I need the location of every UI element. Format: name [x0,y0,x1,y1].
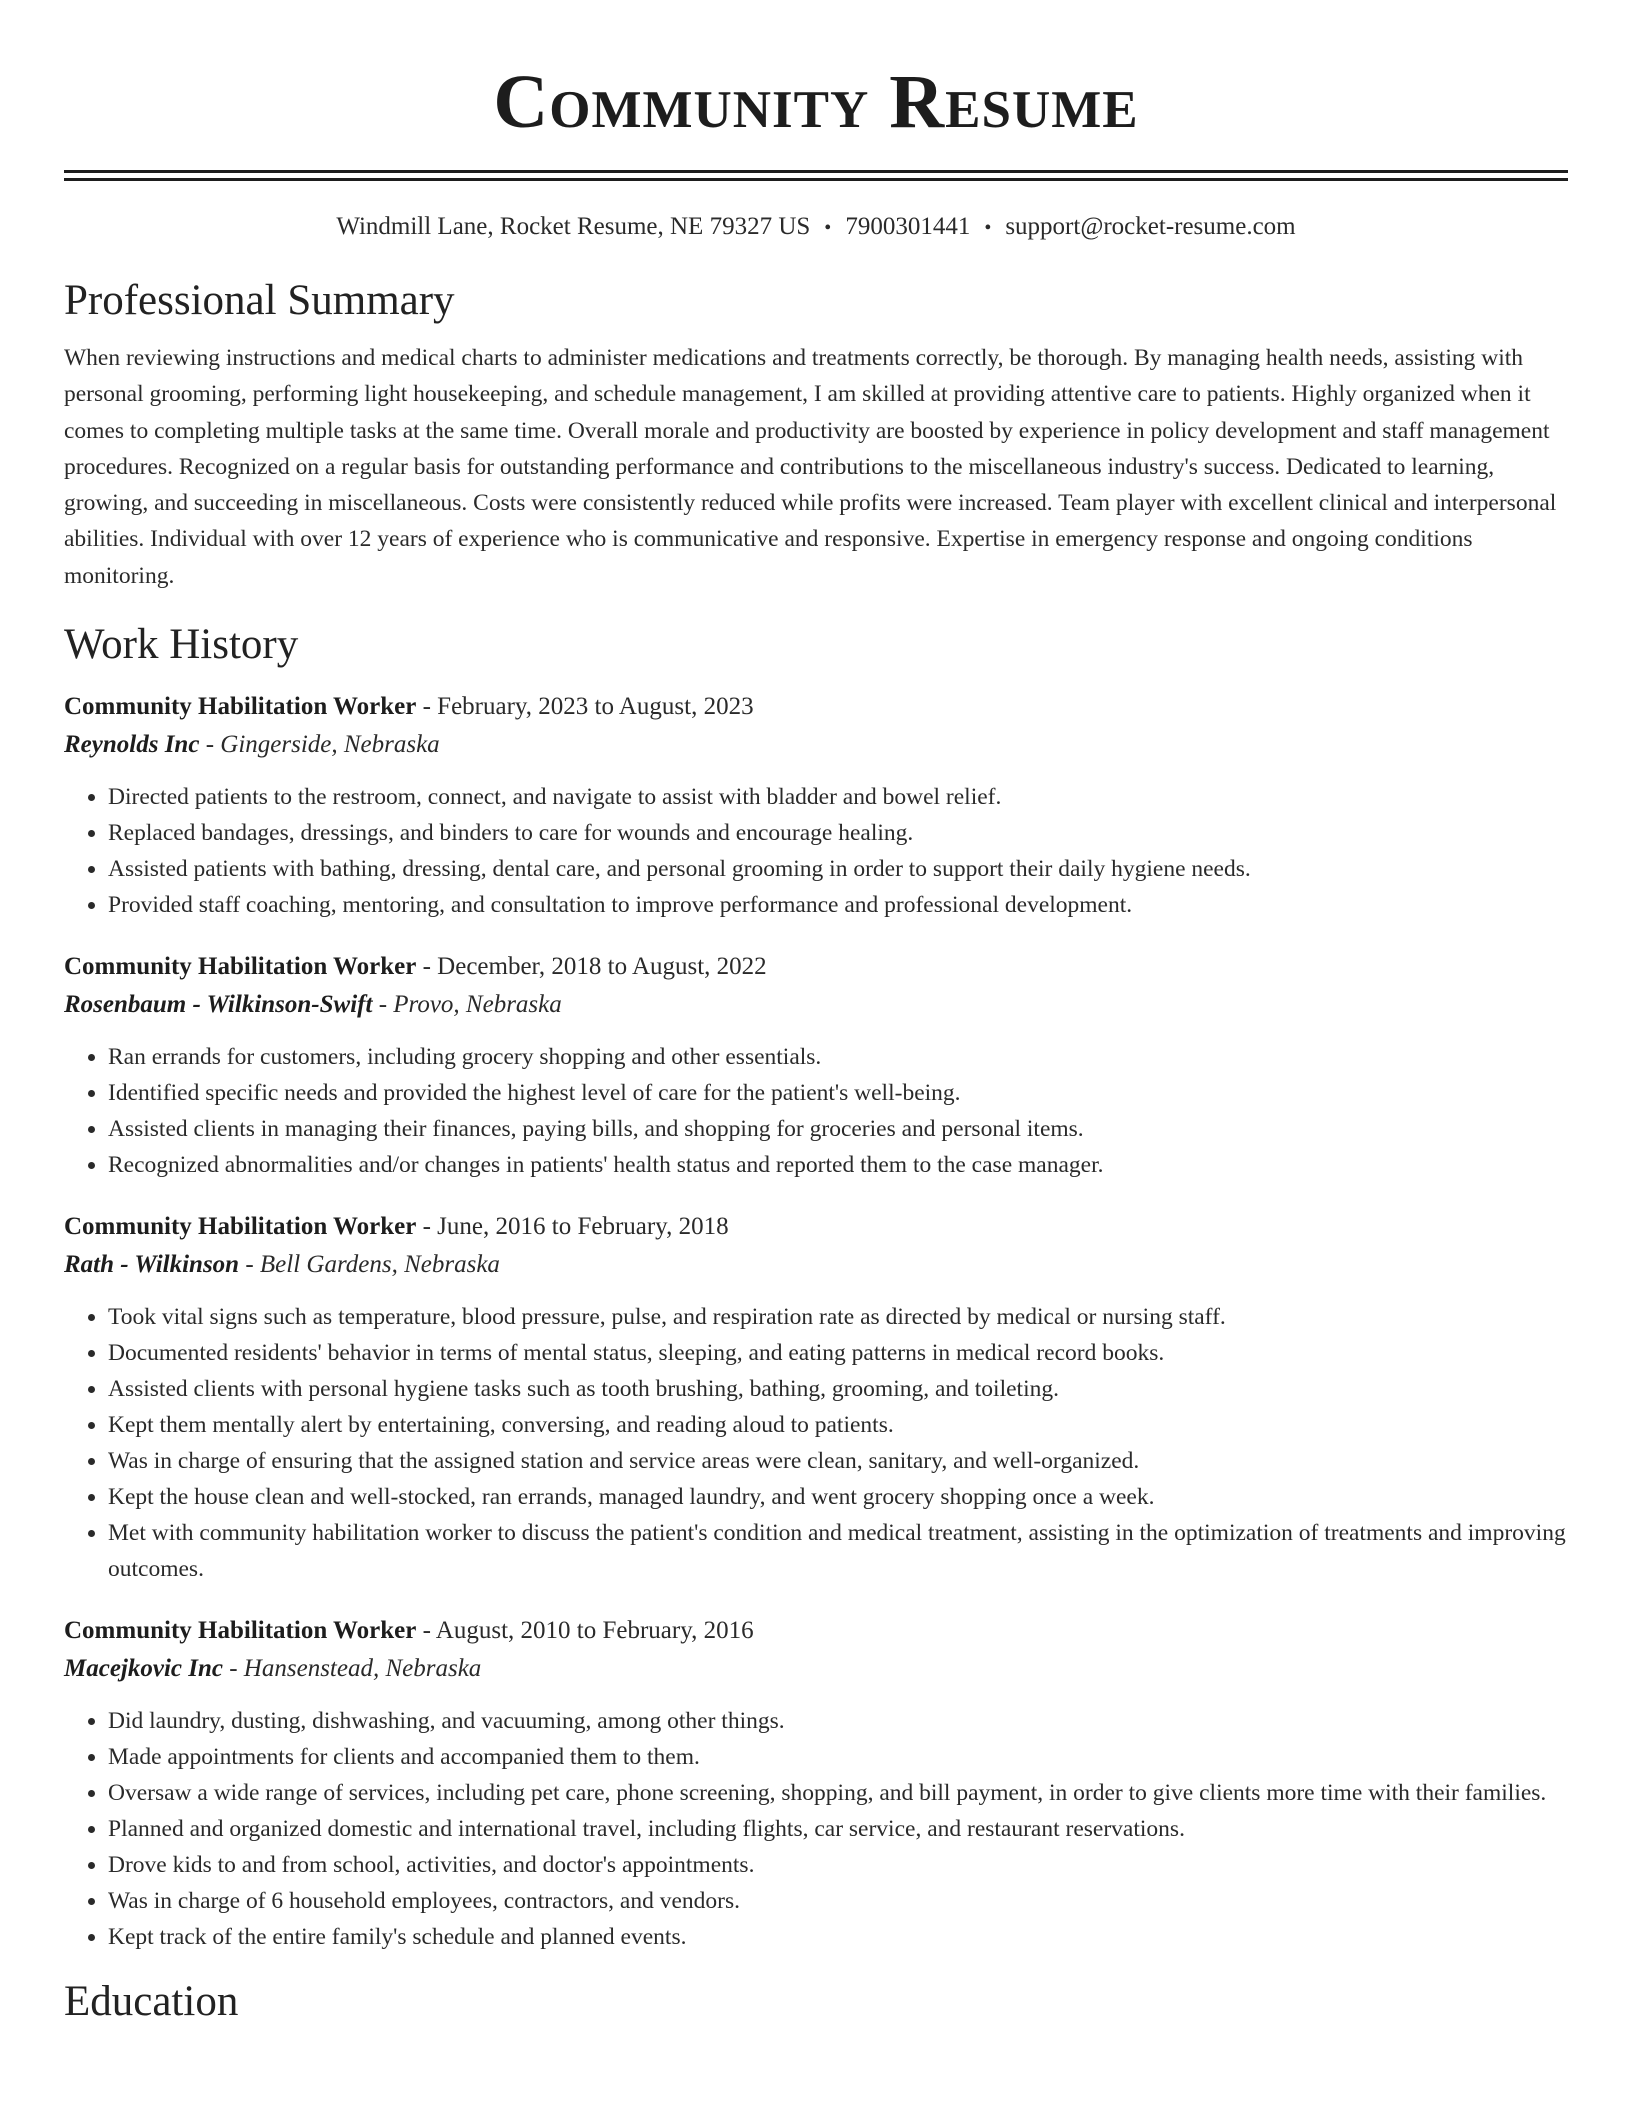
list-item: • Assisted clients with personal hygiene tasks such as tooth brushing, bathing, grooming, and toileting. [108,1371,1568,1407]
list-item: • Directed patients to the restroom, connect, and navigate to assist with bladder and bowel relief. [108,779,1568,815]
job-duties [64,1299,1568,1587]
list-item: • Made appointments for clients and accompanied them to them. [108,1739,1568,1775]
list-item: • Met with community habilitation worker to discuss the patient's condition and medical treatment, assisting in the optimization of treatments and improving outcomes. [108,1515,1568,1587]
job-duties [64,1039,1568,1183]
job-company-line [64,1246,1568,1284]
job-location: - Provo, Nebraska [372,991,562,1019]
education-heading: Education [64,1978,239,2026]
list-item: • Kept track of the entire family's schedule and planned events. [108,1919,1568,1955]
list-item: • Assisted clients in managing their finances, paying bills, and shopping for groceries and personal items. [108,1111,1568,1147]
summary-text: When reviewing instructions and medical charts to administer medications and treatments correctly, be thorough. By managing health needs, assisting with personal grooming, performing light housekeeping, and schedule management, I am skilled at providing attentive care to patients. Highly organized when it comes to completing multiple tasks at the same time. Overall morale and productivity are boosted by experience in policy development and staff management procedures. Recognized on a regular basis for outstanding performance and contributions to the miscellaneous industry's success. Dedicated to learning, growing, and succeeding in miscellaneous. Costs were consistently reduced while profits were increased. Team player with excellent clinical and interpersonal abilities. Individual with over 12 years of experience who is communicative and responsive. Expertise in emergency response and ongoing conditions monitoring. [64,345,1557,589]
job-company: Reynolds Inc [64,731,200,759]
list-item: • Was in charge of ensuring that the assigned station and service areas were clean, sanitary, and well-organized. [108,1443,1568,1479]
job-title-line [64,688,1568,726]
list-item: • Kept them mentally alert by entertaining, conversing, and reading aloud to patients. [108,1407,1568,1443]
list-item: • Replaced bandages, dressings, and binders to care for wounds and encourage healing. [108,815,1568,851]
job-location: - Gingerside, Nebraska [199,731,440,759]
job-duties [64,779,1568,923]
resume-title: Community Resume [493,60,1139,144]
job-role: Community Habilitation Worker [64,693,417,721]
list-item: • Drove kids to and from school, activities, and doctor's appointments. [108,1847,1568,1883]
job-company: Rosenbaum - Wilkinson-Swift [64,991,373,1019]
contact-email: support@rocket-resume.com [1005,213,1296,240]
job-entry [64,1208,1568,1587]
job-dates: - December, 2018 to August, 2022 [416,953,767,981]
job-entry [64,948,1568,1183]
job-dates: - August, 2010 to February, 2016 [416,1617,754,1645]
list-item: • Recognized abnormalities and/or changes in patients' health status and reported them to the case manager. [108,1147,1568,1183]
job-dates: - June, 2016 to February, 2018 [416,1213,729,1241]
job-role: Community Habilitation Worker [64,1213,417,1241]
list-item: • Took vital signs such as temperature, blood pressure, pulse, and respiration rate as directed by medical or nursing staff. [108,1299,1568,1335]
title-divider [64,170,1568,181]
work-history-list [64,688,1568,1955]
list-item: • Did laundry, dusting, dishwashing, and vacuuming, among other things. [108,1703,1568,1739]
job-company-line [64,726,1568,764]
list-item: • Assisted patients with bathing, dressing, dental care, and personal grooming in order to support their daily hygiene needs. [108,851,1568,887]
contact-phone: 7900301441 [845,213,971,240]
job-title-line [64,948,1568,986]
job-role: Community Habilitation Worker [64,1617,417,1645]
list-item: • Documented residents' behavior in terms of mental status, sleeping, and eating patterns in medical record books. [108,1335,1568,1371]
job-dates: - February, 2023 to August, 2023 [416,693,754,721]
resume-page [64,0,1568,2027]
job-title-line [64,1208,1568,1246]
job-location: - Hansenstead, Nebraska [222,1655,482,1683]
list-item: • Planned and organized domestic and international travel, including flights, car service, and restaurant reservations. [108,1811,1568,1847]
job-role: Community Habilitation Worker [64,953,417,981]
contact-line [64,211,1568,244]
work-history-heading: Work History [64,621,299,669]
list-item: • Was in charge of 6 household employees, contractors, and vendors. [108,1883,1568,1919]
job-company-line [64,986,1568,1024]
job-entry [64,688,1568,923]
job-entry [64,1612,1568,1955]
list-item: • Ran errands for customers, including grocery shopping and other essentials. [108,1039,1568,1075]
list-item: • Identified specific needs and provided the highest level of care for the patient's well-being. [108,1075,1568,1111]
job-company-line [64,1650,1568,1688]
list-item: • Kept the house clean and well-stocked, ran errands, managed laundry, and went grocery shopping once a week. [108,1479,1568,1515]
contact-address: Windmill Lane, Rocket Resume, NE 79327 US [336,213,811,240]
contact-separator: • [984,217,992,239]
contact-separator: • [824,217,832,239]
job-location: - Bell Gardens, Nebraska [239,1251,500,1279]
job-company: Rath - Wilkinson [64,1251,240,1279]
list-item: • Oversaw a wide range of services, including pet care, phone screening, shopping, and bill payment, in order to give clients more time with their families. [108,1775,1568,1811]
job-title-line [64,1612,1568,1650]
list-item: • Provided staff coaching, mentoring, and consultation to improve performance and professional development. [108,887,1568,923]
job-company: Macejkovic Inc [64,1655,223,1683]
job-duties [64,1703,1568,1955]
summary-heading: Professional Summary [64,277,455,324]
